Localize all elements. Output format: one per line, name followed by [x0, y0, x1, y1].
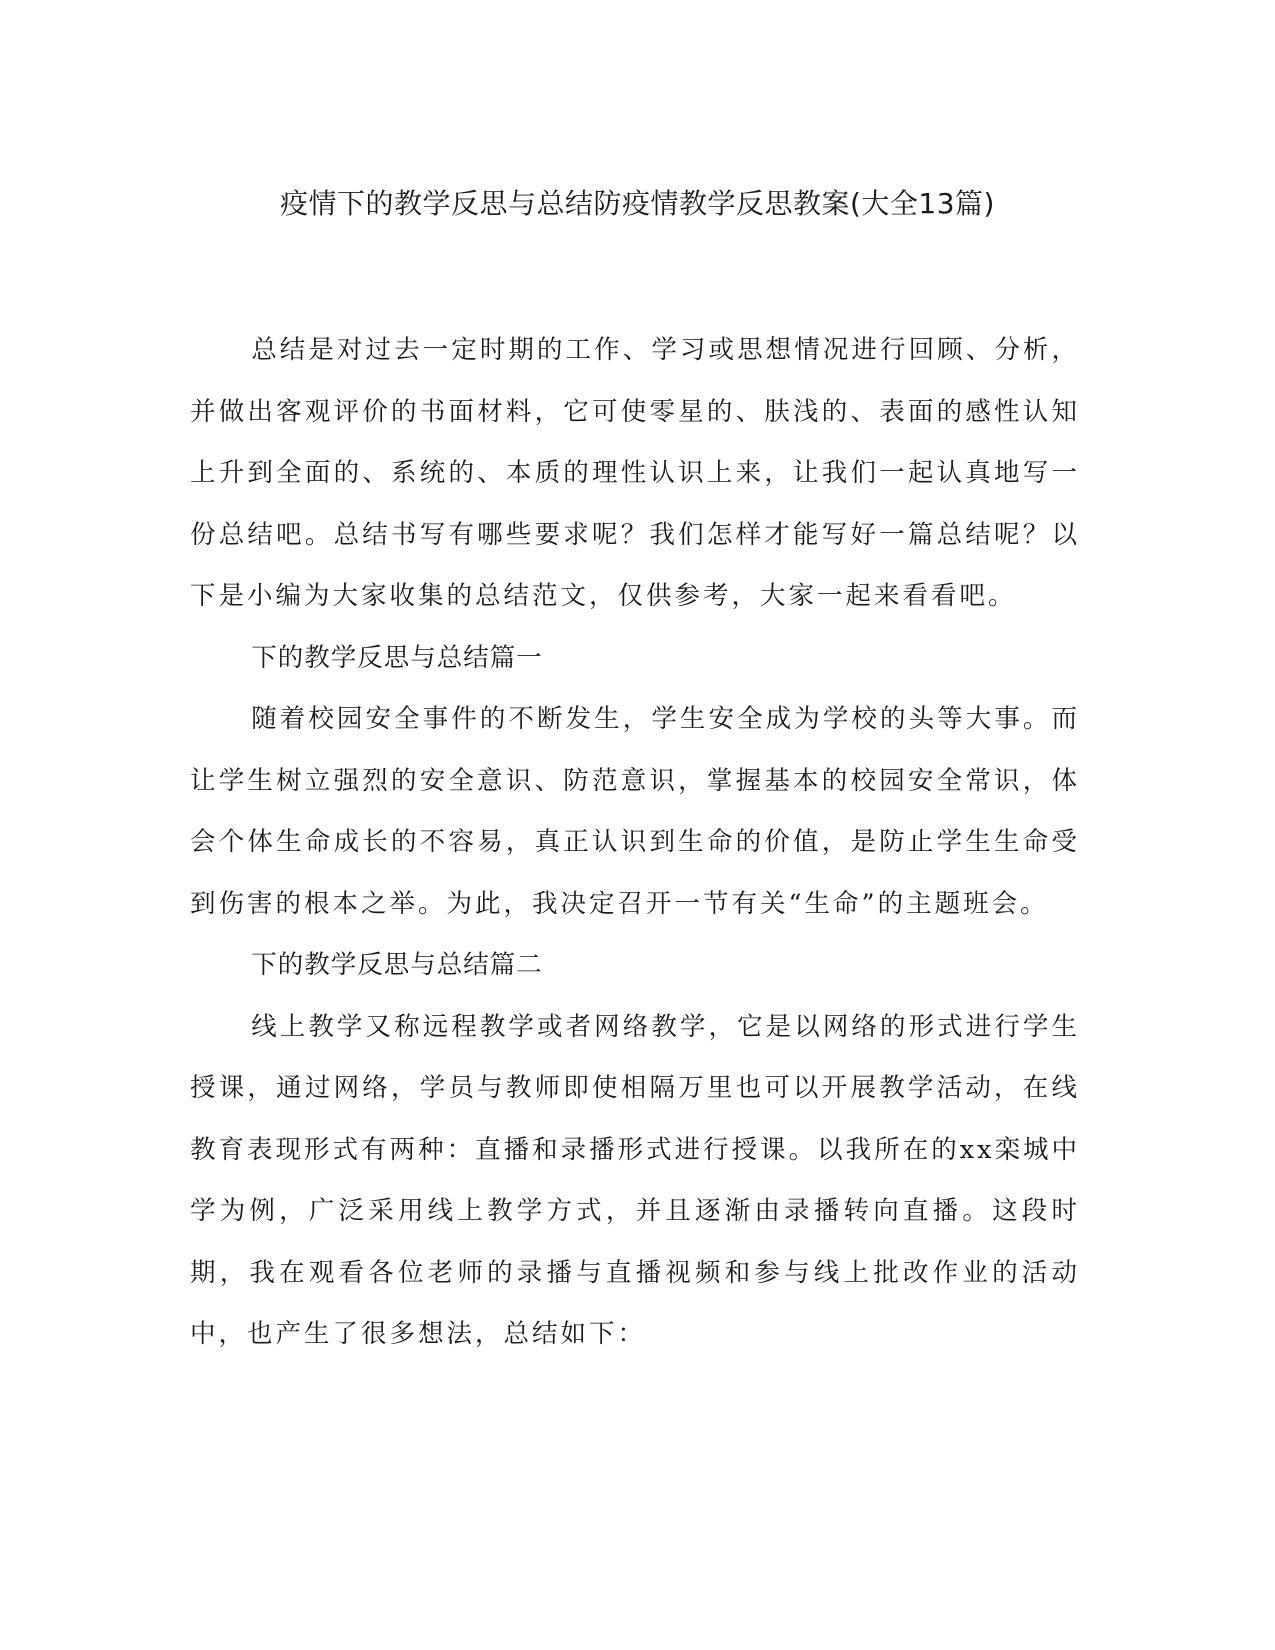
section-paragraph-2: 线上教学又称远程教学或者网络教学，它是以网络的形式进行学生授课，通过网络，学员与教师即使相隔万里也可以开展教学活动，在线教育表现形式有两种：直播和录播形式进行授课。以我所在的xx栾城中学为例，广泛采用线上教学方式，并且逐渐由录播转向直播。这段时期，我在观看各位老师的录播与直播视频和参与线上批改作业的活动中，也产生了很多想法，总结如下：: [190, 1011, 1080, 1349]
section-heading-1: 下的教学反思与总结篇一: [251, 642, 543, 673]
intro-paragraph: 总结是对过去一定时期的工作、学习或思想情况进行回顾、分析，并做出客观评价的书面材料，它可使零星的、肤浅的、表面的感性认知上升到全面的、系统的、本质的理性认识上来，让我们一起认真地写一份总结吧。总结书写有哪些要求呢？我们怎样才能写好一篇总结呢？以下是小编为大家收集的总结范文，仅供参考，大家一起来看看吧。: [190, 335, 1080, 611]
document-body: [190, 320, 1080, 1366]
section-paragraph-1: 随着校园安全事件的不断发生，学生安全成为学校的头等大事。而让学生树立强烈的安全意识、防范意识，掌握基本的校园安全常识，体会个体生命成长的不容易，真正认识到生命的价值，是防止学生生命受到伤害的根本之举。为此，我决定召开一节有关“生命”的主题班会。: [190, 704, 1080, 919]
document-title: 疫情下的教学反思与总结防疫情教学反思教案(大全13篇): [280, 187, 995, 220]
section-heading-2: 下的教学反思与总结篇二: [251, 950, 543, 980]
